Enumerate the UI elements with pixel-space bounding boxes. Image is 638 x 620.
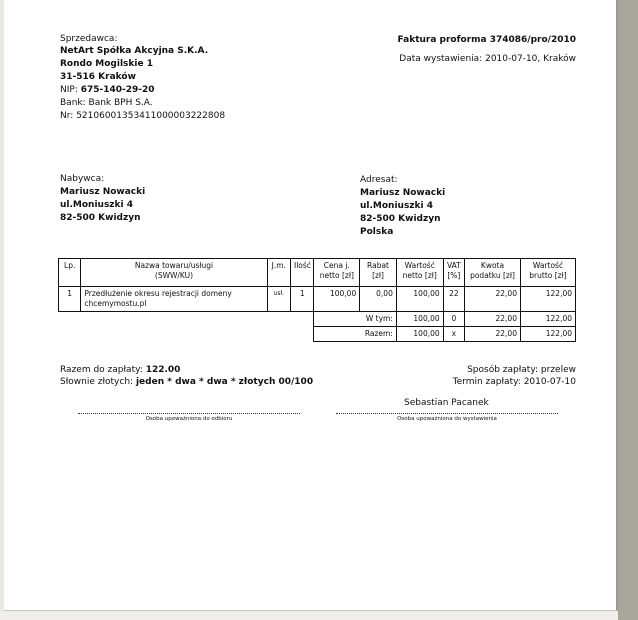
amount-words-row bbox=[60, 376, 313, 389]
recipient-name: Mariusz Nowacki bbox=[360, 188, 446, 198]
issuer-signature-line bbox=[336, 413, 558, 414]
total-tax: 22,00 bbox=[465, 327, 521, 342]
recipient-city: 82-500 Kwidzyn bbox=[360, 214, 441, 224]
total-label: Razem: bbox=[314, 327, 396, 342]
col-tax: Kwota podatku [zł] bbox=[465, 259, 521, 287]
amount-words-value: jeden * dwa * dwa * złotych 00/100 bbox=[135, 377, 314, 387]
row-net: 100,00 bbox=[396, 287, 443, 312]
seller-nip-row bbox=[60, 84, 155, 97]
buyer-label: Nabywca: bbox=[60, 174, 105, 184]
col-gross: Wartość brutto [zł] bbox=[520, 259, 575, 287]
recipient-label: Adresat: bbox=[360, 175, 398, 185]
items-table bbox=[58, 258, 576, 342]
amount-words-label: Słownie złotych: bbox=[60, 377, 134, 387]
buyer-name: Mariusz Nowacki bbox=[60, 187, 146, 197]
payment-deadline-value: 2010-07-10 bbox=[523, 377, 576, 387]
nip-value: 675-140-29-20 bbox=[80, 85, 155, 95]
row-discount: 0,00 bbox=[360, 287, 397, 312]
bank-value: Bank BPH S.A. bbox=[88, 98, 153, 108]
account-label: Nr: bbox=[60, 111, 74, 121]
seller-name: NetArt Spółka Akcyjna S.K.A. bbox=[60, 46, 209, 56]
total-row bbox=[59, 327, 576, 342]
row-price: 100,00 bbox=[314, 287, 360, 312]
payment-method-label: Sposób zapłaty: bbox=[467, 365, 539, 375]
col-price: Cena j. netto [zł] bbox=[314, 259, 360, 287]
seller-label: Sprzedawca: bbox=[60, 34, 118, 44]
including-gross: 122,00 bbox=[520, 312, 575, 327]
receiver-caption: Osoba upoważniona do odbioru bbox=[145, 416, 233, 422]
seller-account-row bbox=[60, 110, 225, 123]
issue-date-row bbox=[399, 53, 576, 66]
total-vat: x bbox=[443, 327, 464, 342]
nip-label: NIP: bbox=[60, 85, 78, 95]
amount-due-label: Razem do zapłaty: bbox=[60, 365, 143, 375]
total-gross: 122,00 bbox=[520, 327, 575, 342]
including-tax: 22,00 bbox=[465, 312, 521, 327]
payment-deadline-row bbox=[453, 376, 576, 389]
row-vat: 22 bbox=[443, 287, 464, 312]
issue-date-label: Data wystawienia: bbox=[399, 54, 483, 64]
col-name: Nazwa towaru/usługi (SWW/KU) bbox=[81, 259, 267, 287]
including-label: W tym: bbox=[314, 312, 396, 327]
total-net: 100,00 bbox=[396, 327, 443, 342]
including-net: 100,00 bbox=[396, 312, 443, 327]
col-lp: Lp. bbox=[59, 259, 81, 287]
row-lp: 1 bbox=[59, 287, 81, 312]
amount-due-value: 122.00 bbox=[145, 365, 181, 375]
including-vat: 0 bbox=[443, 312, 464, 327]
bank-label: Bank: bbox=[60, 98, 86, 108]
account-value: 52106001353411000003222808 bbox=[76, 111, 226, 121]
col-vat: VAT [%] bbox=[443, 259, 464, 287]
invoice-title: Faktura proforma 374086/pro/2010 bbox=[397, 35, 576, 45]
col-unit: J.m. bbox=[267, 259, 290, 287]
including-row bbox=[59, 312, 576, 327]
row-tax: 22,00 bbox=[465, 287, 521, 312]
seller-city: 31-516 Kraków bbox=[60, 72, 136, 82]
row-name: Przedłużenie okresu rejestracji domeny chcemymostu.pl bbox=[81, 287, 267, 312]
seller-street: Rondo Mogilskie 1 bbox=[60, 59, 153, 69]
payment-deadline-label: Termin zapłaty: bbox=[452, 377, 521, 387]
table-row bbox=[59, 287, 576, 312]
receiver-signature-line bbox=[78, 413, 300, 414]
col-discount: Rabat [zł] bbox=[360, 259, 397, 287]
payment-method-value: przelew bbox=[540, 365, 576, 375]
buyer-street: ul.Moniuszki 4 bbox=[60, 200, 134, 210]
table-header-row bbox=[59, 259, 576, 287]
row-qty: 1 bbox=[291, 287, 314, 312]
buyer-city: 82-500 Kwidzyn bbox=[60, 213, 141, 223]
col-net: Wartość netto [zł] bbox=[396, 259, 443, 287]
row-gross: 122,00 bbox=[520, 287, 575, 312]
issue-date-value: 2010-07-10, Kraków bbox=[485, 54, 576, 64]
recipient-country: Polska bbox=[360, 227, 394, 237]
recipient-street: ul.Moniuszki 4 bbox=[360, 201, 434, 211]
row-unit: usł. bbox=[267, 287, 290, 312]
issuer-caption: Osoba upoważniona do wystawienia bbox=[397, 416, 497, 422]
seller-bank-row bbox=[60, 97, 153, 110]
window-frame-bottom bbox=[0, 611, 618, 620]
issuer-name: Sebastian Pacanek bbox=[404, 398, 489, 408]
col-qty: Ilość bbox=[291, 259, 314, 287]
window-frame-right bbox=[618, 0, 638, 620]
